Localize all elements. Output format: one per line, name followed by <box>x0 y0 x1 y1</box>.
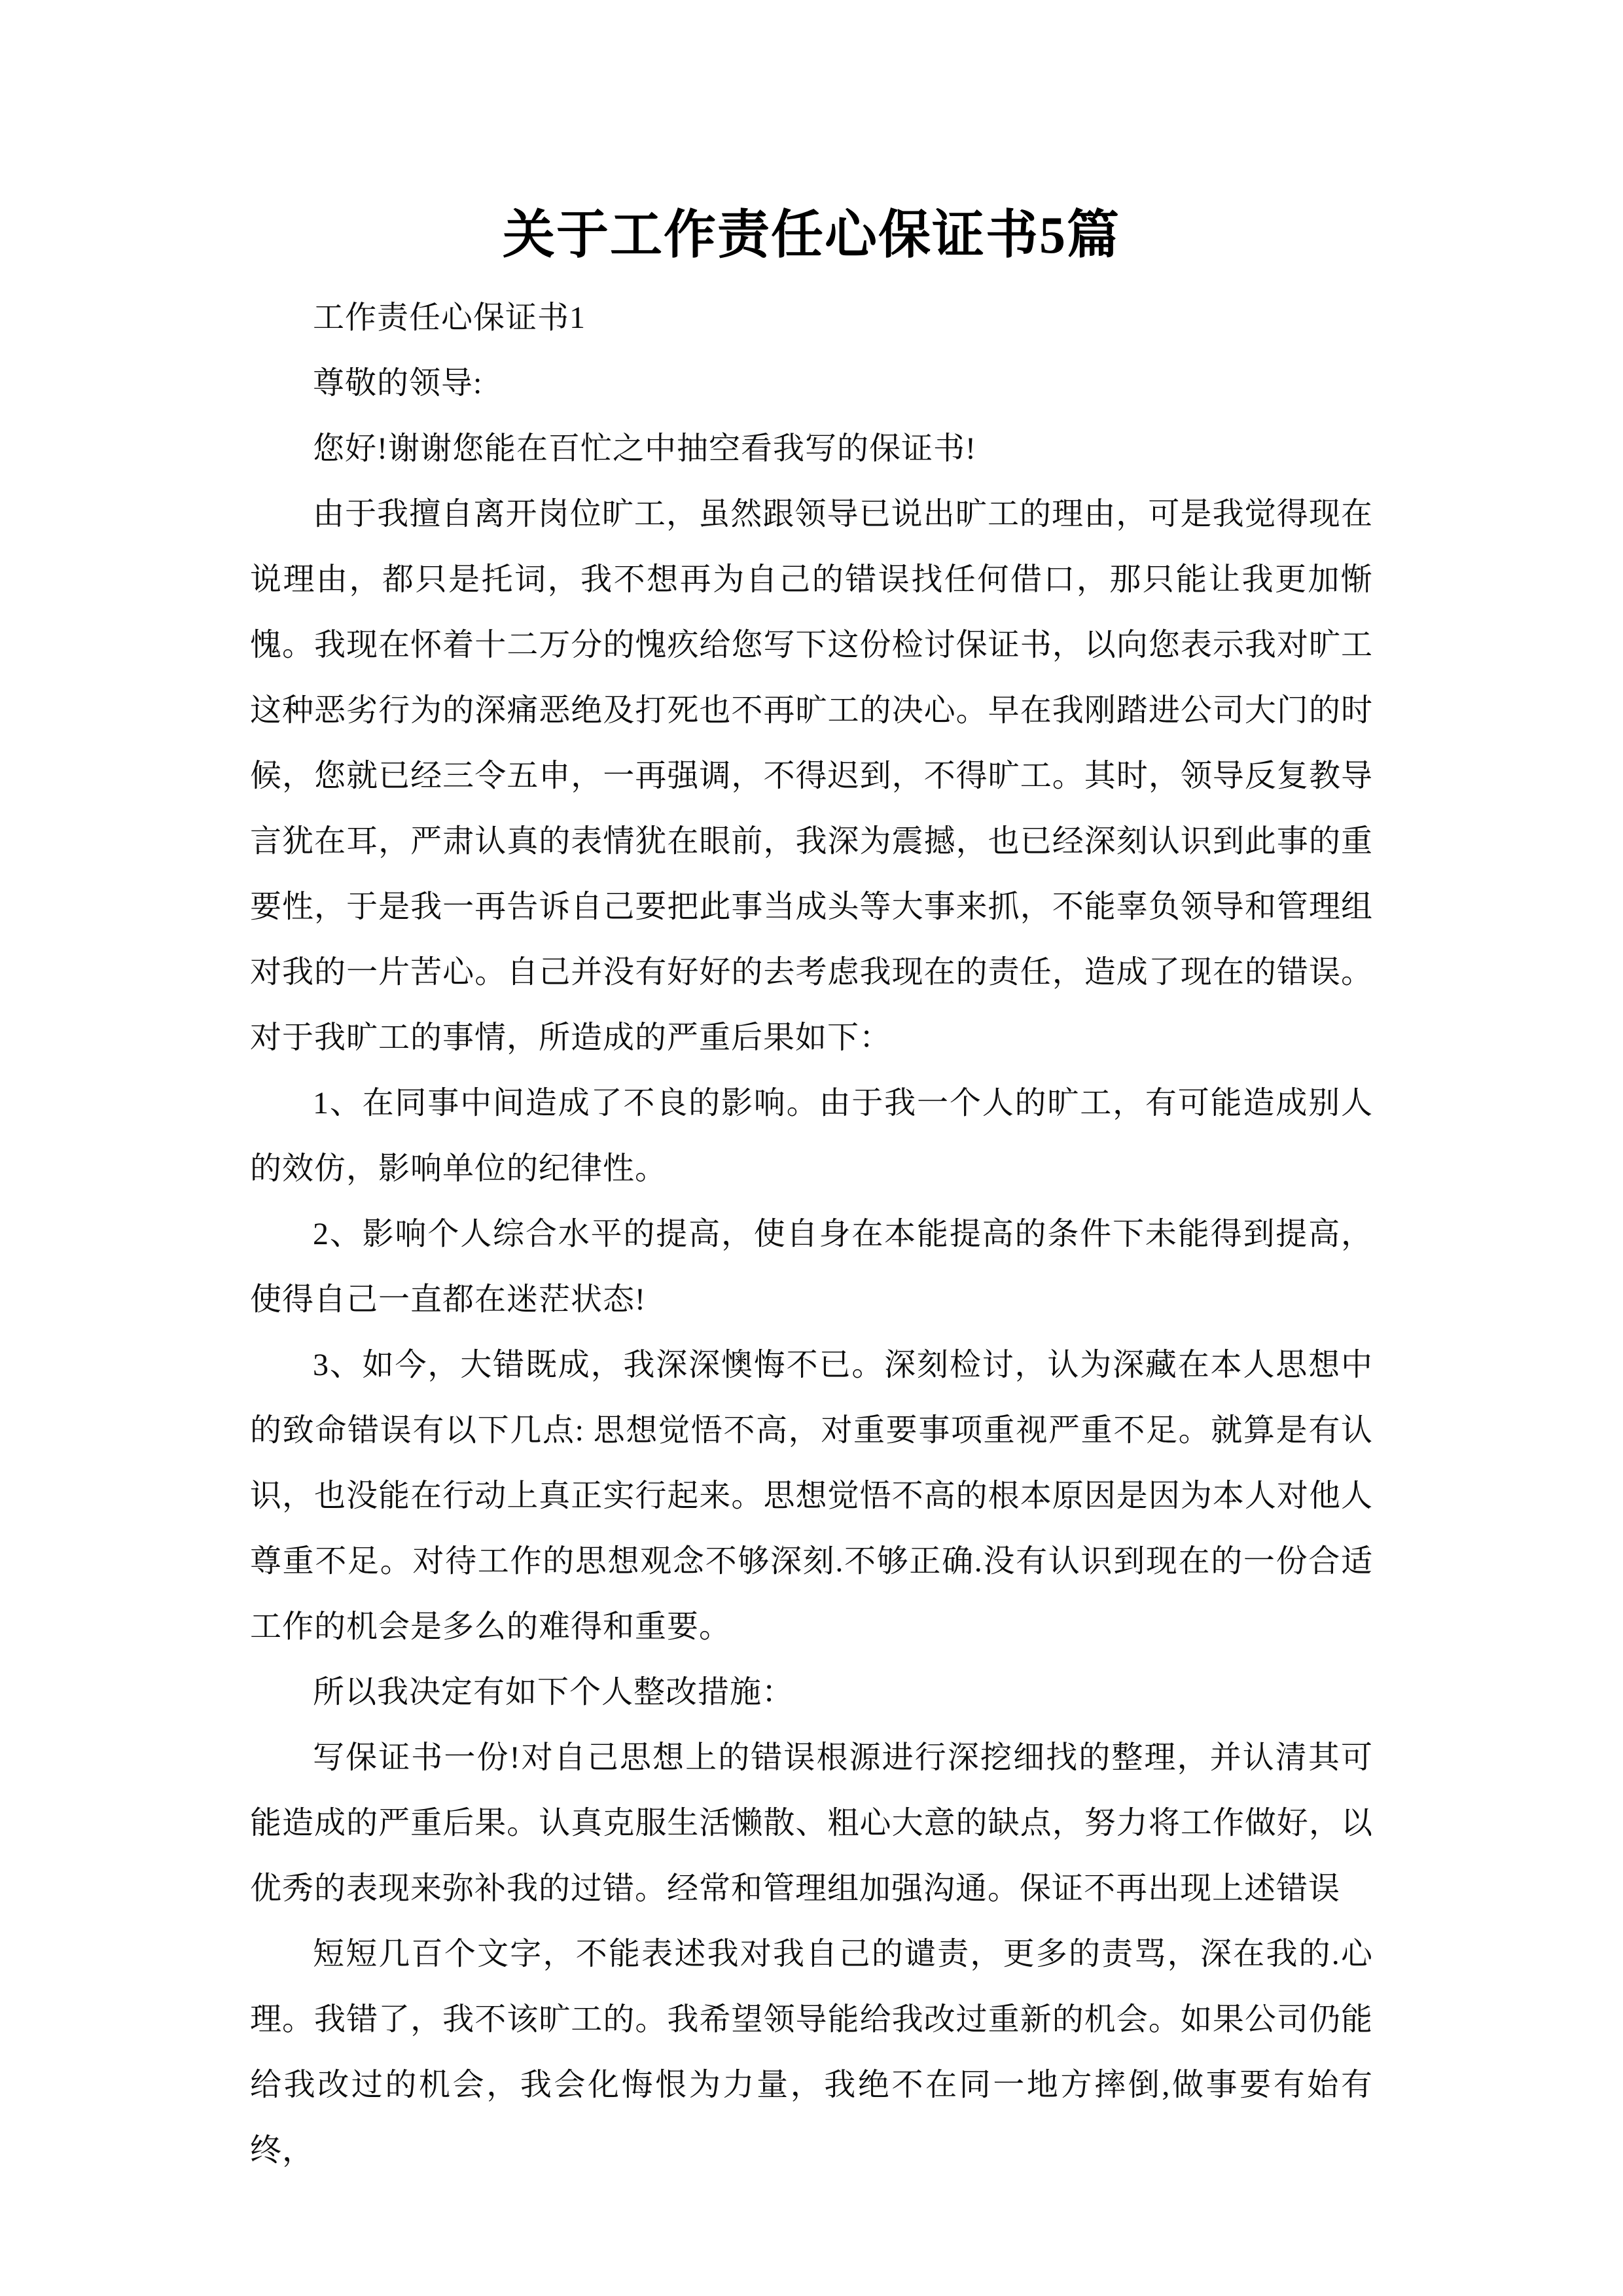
paragraph: 写保证书一份!对自己思想上的错误根源进行深挖细找的整理，并认清其可能造成的严重后果。认真克服生活懒散、粗心大意的缺点，努力将工作做好，以优秀的表现来弥补我的过错。经常和管理组加强沟通。保证不再出现上述错误 <box>250 1740 1373 1906</box>
page-title: 关于工作责任心保证书5篇 <box>503 207 1120 264</box>
paragraph: 2、影响个人综合水平的提高，使自身在本能提高的条件下未能得到提高，使得自己一直都在迷茫状态! <box>250 1217 1373 1317</box>
paragraph: 短短几百个文字，不能表述我对我自己的谴责，更多的责骂，深在我的.心理。我错了，我不该旷工的。我希望领导能给我改过重新的机会。如果公司仍能给我改过的机会，我会化悔恨为力量，我绝不在同一地方摔倒,做事要有始有终， <box>250 1937 1373 2168</box>
paragraph: 工作责任心保证书1 <box>313 300 586 335</box>
paragraph: 由于我擅自离开岗位旷工，虽然跟领导已说出旷工的理由，可是我觉得现在说理由，都只是托词，我不想再为自己的错误找任何借口，那只能让我更加惭愧。我现在怀着十二万分的愧疚给您写下这份检讨保证书，以向您表示我对旷工这种恶劣行为的深痛恶绝及打死也不再旷工的决心。早在我刚踏进公司大门的时候，您就已经三令五申，一再强调，不得迟到，不得旷工。其时，领导反复教导言犹在耳，严肃认真的表情犹在眼前，我深为震撼，也已经深刻认识到此事的重要性，于是我一再告诉自己要把此事当成头等大事来抓，不能辜负领导和管理组对我的一片苦心。自己并没有好好的去考虑我现在的责任，造成了现在的错误。对于我旷工的事情，所造成的严重后果如下： <box>250 497 1373 1055</box>
paragraph: 尊敬的领导: <box>313 366 483 401</box>
paragraph: 您好!谢谢您能在百忙之中抽空看我写的保证书! <box>313 431 976 466</box>
paragraph: 1、在同事中间造成了不良的影响。由于我一个人的旷工，有可能造成别人的效仿，影响单位的纪律性。 <box>250 1086 1373 1186</box>
document-body <box>250 285 1373 2183</box>
paragraph: 所以我决定有如下个人整改措施： <box>313 1675 794 1710</box>
paragraph: 3、如今，大错既成，我深深懊悔不已。深刻检讨，认为深藏在本人思想中的致命错误有以下几点: 思想觉悟不高，对重要事项重视严重不足。就算是有认识，也没能在行动上真正实行起来。思想觉悟不高的根本原因是因为本人对他人尊重不足。对待工作的思想观念不够深刻.不够正确.没有认识到现在的一份合适工作的机会是多么的难得和重要。 <box>250 1348 1373 1644</box>
